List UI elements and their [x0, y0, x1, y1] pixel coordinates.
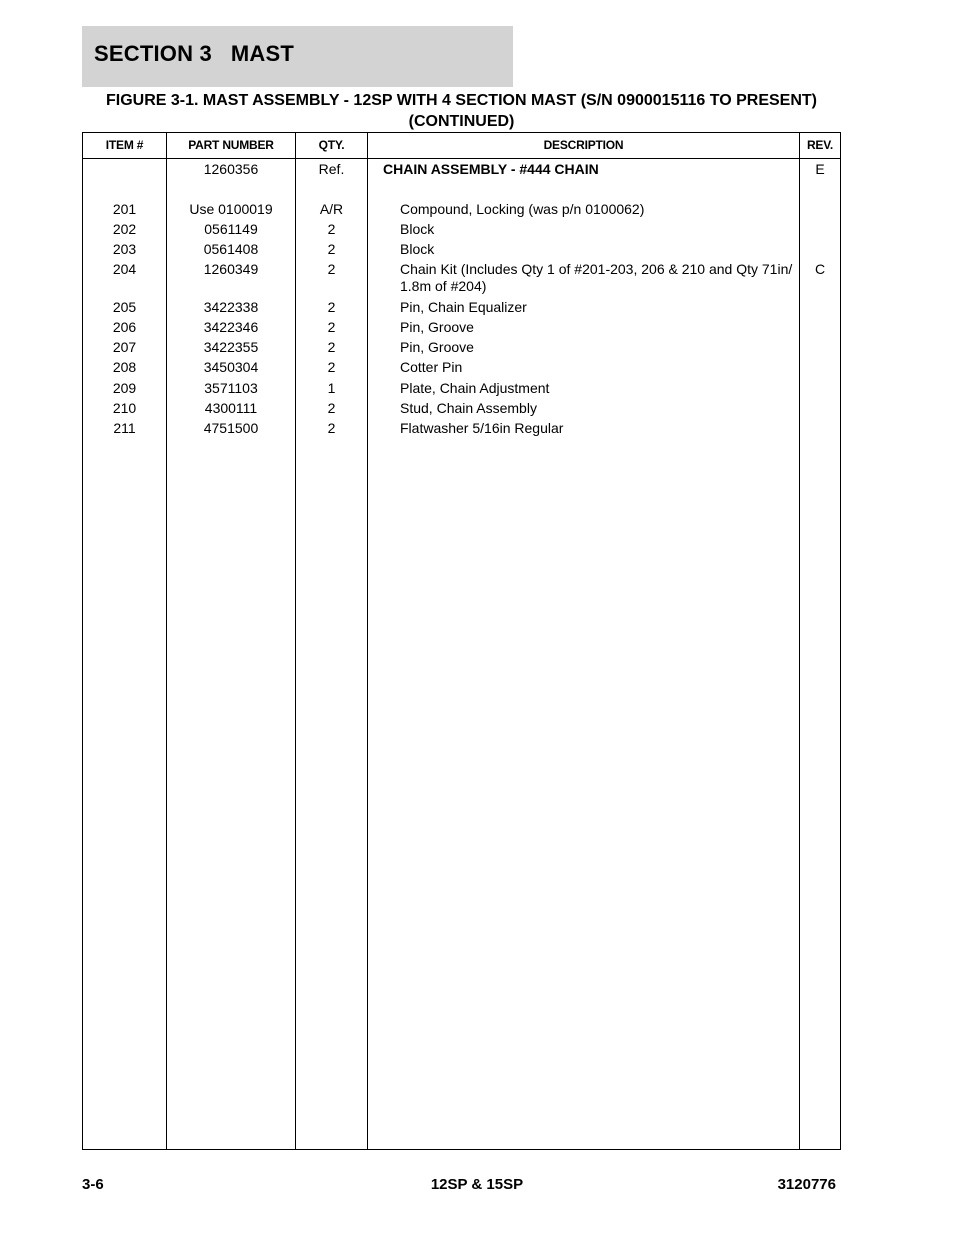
section-banner	[82, 26, 513, 87]
part-number: 1260356	[203, 161, 259, 177]
part-number: 3422346	[203, 319, 259, 335]
page-number: 3-6	[82, 1176, 104, 1193]
parts-table	[82, 132, 841, 1150]
description: Pin, Groove	[400, 339, 474, 355]
part-number: 0561149	[204, 221, 258, 237]
quantity: 2	[327, 420, 336, 436]
quantity: 2	[327, 261, 336, 277]
column-divider	[367, 133, 368, 1149]
column-divider	[799, 133, 800, 1149]
revision: C	[814, 261, 826, 277]
header-rev: REV.	[806, 138, 834, 152]
item-number: 210	[112, 400, 137, 416]
quantity: 2	[327, 400, 336, 416]
part-number: Use 0100019	[189, 201, 273, 217]
part-number: 0561408	[203, 241, 259, 257]
figure-title: FIGURE 3-1. MAST ASSEMBLY - 12SP WITH 4 SECTION MAST (S/N 0900015116 TO PRESENT) (CONTINUED)	[105, 92, 817, 130]
part-number: 4751500	[203, 420, 259, 436]
description: Plate, Chain Adjustment	[400, 380, 550, 396]
header-qty: QTY.	[318, 138, 345, 152]
quantity: 2	[327, 241, 336, 257]
part-number: 3422338	[203, 299, 259, 315]
description: Chain Kit (Includes Qty 1 of #201-203, 206 & 210 and Qty 71in/ 1.8m of #204)	[400, 261, 793, 294]
item-number: 209	[112, 380, 137, 396]
quantity: 2	[327, 221, 336, 237]
part-number: 3422355	[203, 339, 259, 355]
column-divider	[295, 133, 296, 1149]
item-number: 208	[112, 359, 137, 375]
item-number: 203	[112, 241, 137, 257]
column-divider	[166, 133, 167, 1149]
quantity: Ref.	[318, 161, 345, 177]
quantity: 2	[327, 299, 336, 315]
description: Block	[400, 221, 435, 237]
part-number: 3450304	[203, 359, 259, 375]
description: Pin, Groove	[400, 319, 474, 335]
revision: E	[815, 161, 825, 177]
model-label: 12SP & 15SP	[430, 1176, 524, 1193]
part-number: 1260349	[203, 261, 259, 277]
quantity: 1	[327, 380, 336, 396]
quantity: 2	[327, 359, 336, 375]
quantity: 2	[327, 319, 336, 335]
header-divider	[83, 158, 840, 159]
description: Pin, Chain Equalizer	[400, 299, 527, 315]
item-number: 206	[112, 319, 137, 335]
item-number: 207	[112, 339, 137, 355]
item-number: 205	[112, 299, 137, 315]
description: Cotter Pin	[400, 359, 463, 375]
item-number: 201	[112, 201, 137, 217]
quantity: 2	[327, 339, 336, 355]
description: Stud, Chain Assembly	[400, 400, 537, 416]
item-number: 202	[112, 221, 137, 237]
quantity: A/R	[319, 201, 344, 217]
document-number: 3120776	[777, 1176, 836, 1193]
part-number: 3571103	[204, 380, 258, 396]
item-number: 211	[113, 420, 136, 436]
header-description: DESCRIPTION	[543, 138, 624, 152]
description: Block	[400, 241, 435, 257]
part-number: 4300111	[204, 400, 258, 416]
description: Flatwasher 5/16in Regular	[400, 420, 564, 436]
description: Compound, Locking (was p/n 0100062)	[400, 201, 645, 217]
item-number: 204	[112, 261, 137, 277]
header-part-number: PART NUMBER	[188, 138, 274, 152]
header-item: ITEM #	[105, 138, 144, 152]
description: CHAIN ASSEMBLY - #444 CHAIN	[383, 161, 599, 177]
section-title: SECTION 3 MAST	[94, 41, 294, 66]
